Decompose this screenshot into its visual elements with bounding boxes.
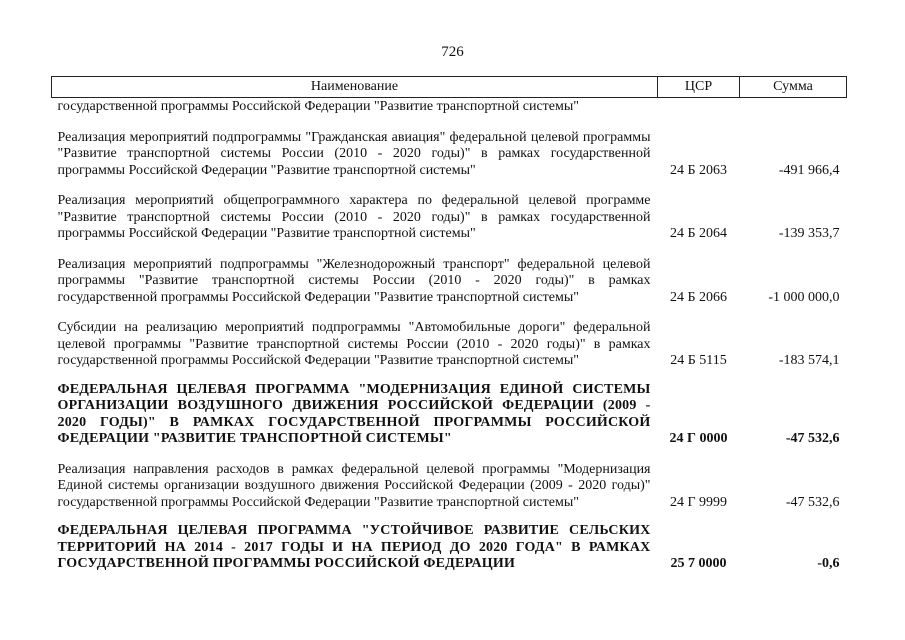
table-row [52, 370, 847, 448]
row-sum: -1 000 000,0 [768, 289, 840, 305]
row-name: Реализация мероприятий общепрограммного характера по федеральной целевой программе "Развитие транспортной системы России (2010 - 2020 годы)" в рамках государственной программы Российской Федерации "Развитие транспортной системы" [57, 193, 651, 241]
row-sum: -491 966,4 [778, 162, 840, 178]
page-number: 726 [441, 44, 464, 60]
table-row [52, 243, 847, 307]
budget-table [51, 76, 847, 573]
column-header-sum: Сумма [740, 77, 847, 98]
row-name: Реализация мероприятий подпрограммы "Гражданская авиация" федеральной целевой программы "Развитие транспортной системы России (2010 - 2020 годы)" в рамках государственной программы Российской Федерации "Развитие транспортной системы" [57, 129, 651, 178]
table-row [52, 306, 847, 370]
row-sum: -0,6 [817, 556, 840, 571]
table-row [52, 116, 847, 180]
row-csr: 24 Г 0000 [669, 431, 728, 446]
row-sum: -139 353,7 [778, 226, 840, 241]
row-sum [740, 98, 847, 116]
row-name: Реализация направления расходов в рамках федеральной целевой программы "Модернизация Единой системы организации воздушного движения Российской Федерации (2009 - 2020 годы)" государственной программы Российской Федерации "Развитие транспортной системы" [57, 461, 651, 510]
row-name: ФЕДЕРАЛЬНАЯ ЦЕЛЕВАЯ ПРОГРАММА "МОДЕРНИЗАЦИЯ ЕДИНОЙ СИСТЕМЫ ОРГАНИЗАЦИИ ВОЗДУШНОГО ДВИЖЕНИЯ РОССИЙСКОЙ ФЕДЕРАЦИИ (2009 - 2020 ГОДЫ)" В РАМКАХ ГОСУДАРСТВЕННОЙ ПРОГРАММЫ РОССИЙСКОЙ ФЕДЕРАЦИИ "РАЗВИТИЕ ТРАНСПОРТНОЙ СИСТЕМЫ" [57, 381, 651, 446]
row-name: государственной программы Российской Федерации "Развитие транспортной системы" [57, 99, 579, 114]
row-csr: 25 7 0000 [670, 556, 727, 571]
row-csr: 24 Б 2063 [669, 162, 728, 178]
row-csr [658, 98, 740, 116]
table-row [52, 98, 847, 116]
row-csr: 24 Б 2064 [669, 226, 728, 241]
table-row [52, 511, 847, 573]
row-name: Реализация мероприятий подпрограммы "Железнодорожный транспорт" федеральной целевой программы "Развитие транспортной системы России (2010 - 2020 годы)" в рамках государственной программы Российской Федерации "Развитие транспортной системы" [57, 256, 651, 305]
row-sum: -47 532,6 [785, 494, 840, 510]
row-csr: 24 Б 5115 [670, 353, 727, 368]
table-row [52, 179, 847, 243]
row-name: ФЕДЕРАЛЬНАЯ ЦЕЛЕВАЯ ПРОГРАММА "УСТОЙЧИВОЕ РАЗВИТИЕ СЕЛЬСКИХ ТЕРРИТОРИЙ НА 2014 - 2017 ГОДЫ И НА ПЕРИОД ДО 2020 ГОДА" В РАМКАХ ГОСУДАРСТВЕННОЙ ПРОГРАММЫ РОССИЙСКОЙ ФЕДЕРАЦИИ [57, 523, 651, 571]
table-row [52, 448, 847, 512]
table-header-row [52, 77, 847, 98]
row-csr: 24 Б 2066 [669, 289, 728, 305]
row-name: Субсидии на реализацию мероприятий подпрограммы "Автомобильные дороги" федеральной целевой программы "Развитие транспортной системы России (2010 - 2020 годы)" в рамках государственной программы Российской Федерации "Развитие транспортной системы" [57, 320, 651, 368]
column-header-name: Наименование [52, 77, 658, 98]
row-csr: 24 Г 9999 [669, 494, 728, 510]
row-sum: -183 574,1 [778, 353, 840, 368]
row-sum: -47 532,6 [785, 431, 840, 446]
column-header-csr: ЦСР [658, 77, 740, 98]
